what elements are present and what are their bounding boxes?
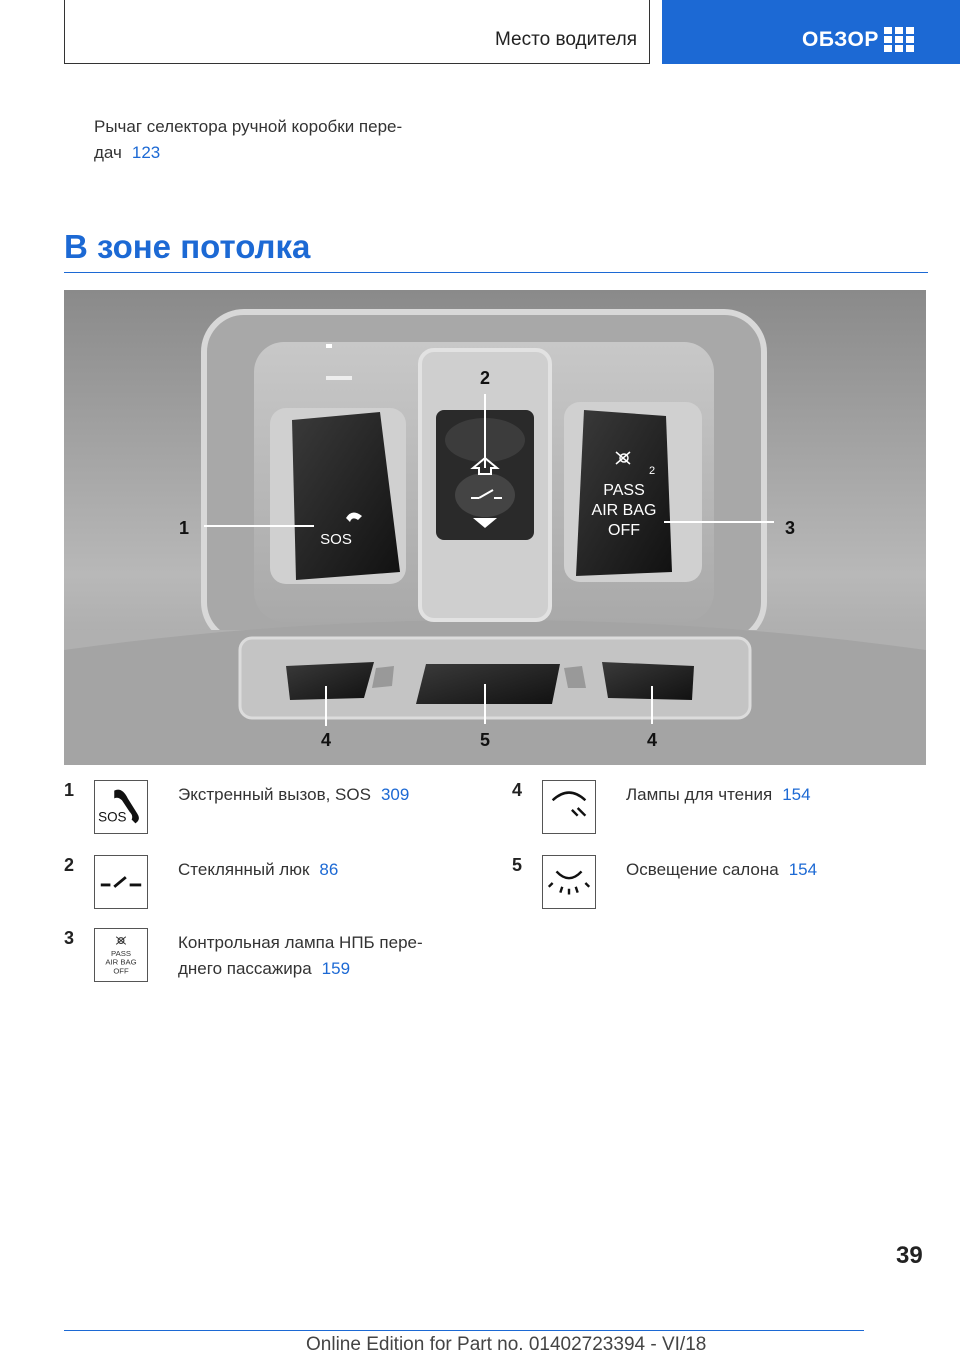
legend-text: Лампы для чтения 154 (626, 785, 811, 804)
legend-page-ref[interactable]: 154 (788, 860, 818, 879)
header-chapter-title: ОБЗОР (802, 28, 879, 51)
callout-1: 1 (178, 518, 190, 538)
photo-sos-label: SOS (320, 531, 352, 548)
intro-line-2: дач (94, 143, 122, 162)
callout-4-left: 4 (320, 730, 332, 750)
legend-page-ref[interactable]: 309 (380, 785, 410, 804)
legend-number: 3 (64, 928, 75, 948)
legend-number: 1 (64, 780, 75, 800)
intro-page-ref[interactable]: 123 (131, 143, 161, 162)
intro-line-1: Рычаг селектора ручной коробки пере- (94, 117, 403, 136)
legend-item-3 (64, 928, 484, 988)
page-number: 39 (896, 1242, 923, 1269)
svg-text:PASS: PASS (111, 948, 131, 958)
legend-item-5 (512, 855, 932, 915)
header-chapter-box (662, 0, 960, 64)
legend-page-ref[interactable]: 159 (321, 959, 351, 978)
grid-icon (884, 27, 914, 52)
callout-5: 5 (479, 730, 491, 750)
photo-airbag-sub: 2 (649, 465, 656, 477)
callout-2: 2 (479, 368, 491, 388)
svg-text:SOS: SOS (98, 809, 127, 825)
legend-text: Стеклянный люк 86 (178, 860, 339, 879)
svg-text:AIR BAG: AIR BAG (105, 957, 137, 967)
glass-sunroof-icon (94, 855, 148, 909)
photo-airbag-line-3: OFF (608, 522, 640, 539)
sos-call-icon (94, 780, 148, 834)
footer-edition: Online Edition for Part no. 01402723394 - VI/18 (306, 1334, 707, 1355)
photo-airbag-line-2: AIR BAG (591, 502, 657, 519)
legend-item-1 (64, 780, 484, 840)
callout-3: 3 (784, 518, 796, 538)
footer-rule (64, 1330, 864, 1331)
legend-number: 5 (512, 855, 523, 875)
callout-4-right: 4 (646, 730, 658, 750)
legend-text: Контрольная лампа НПБ пере- днего пассажира 159 (178, 933, 423, 978)
legend-item-4 (512, 780, 932, 840)
reading-light-icon (542, 780, 596, 834)
passenger-airbag-off-icon (94, 928, 148, 982)
svg-text:OFF: OFF (113, 966, 129, 976)
ceiling-console-photo (64, 290, 926, 765)
intro-paragraph (94, 114, 464, 166)
section-title: В зоне потолка (64, 228, 311, 265)
interior-light-icon (542, 855, 596, 909)
legend-page-ref[interactable]: 86 (319, 860, 339, 879)
page-header (0, 0, 960, 66)
header-section-title: Место водителя (495, 29, 637, 50)
header-section-box (64, 0, 650, 64)
legend-text: Экстренный вызов, SOS 309 (178, 785, 410, 804)
legend-item-2 (64, 855, 484, 915)
legend-number: 2 (64, 855, 75, 875)
photo-airbag-line-1: PASS (603, 482, 645, 499)
legend-number: 4 (512, 780, 523, 800)
legend-page-ref[interactable]: 154 (782, 785, 811, 804)
section-title-rule (64, 272, 928, 273)
legend-text: Освещение салона 154 (626, 860, 818, 879)
